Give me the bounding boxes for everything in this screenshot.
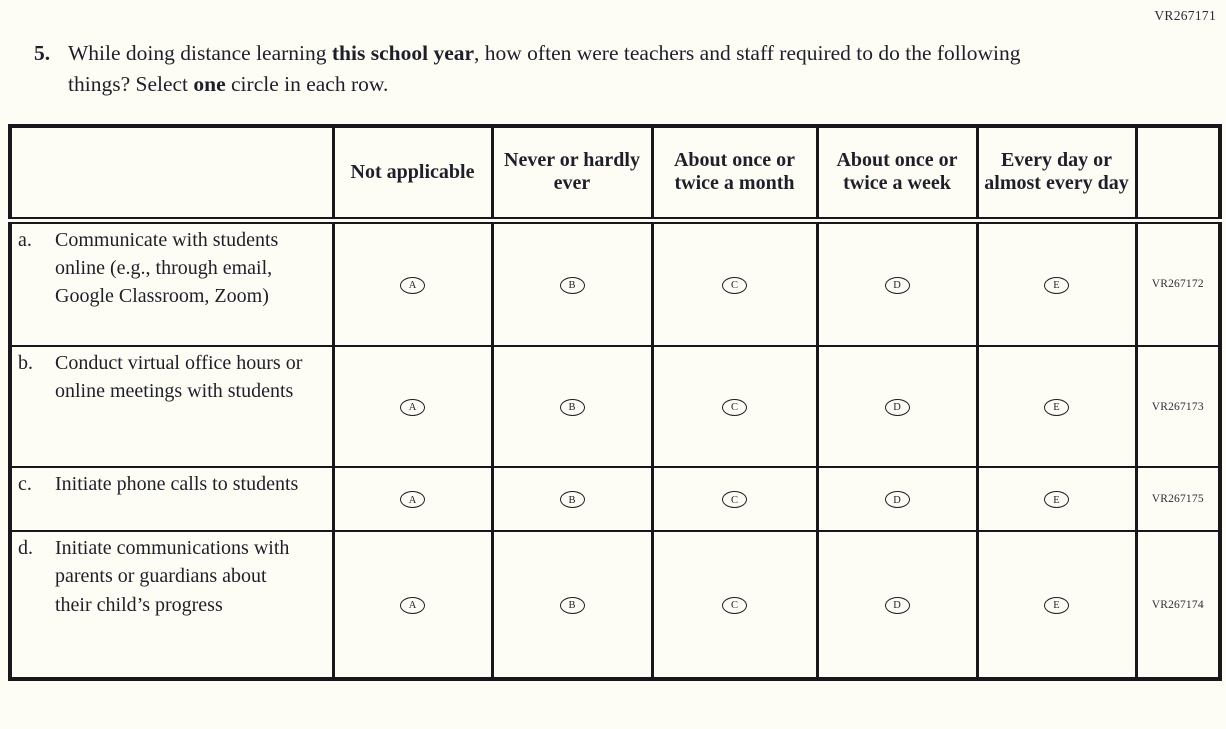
page-form-code: VR267171 (1154, 8, 1216, 23)
header-cell-frequency-3: About once or twice a week (817, 126, 977, 220)
answer-bubble-c-row-d[interactable]: C (722, 597, 747, 614)
row-label-cell (10, 467, 333, 531)
answer-bubble-e-row-c[interactable]: E (1044, 491, 1069, 508)
answer-bubble-b-row-d[interactable]: B (560, 597, 585, 614)
answer-bubble-b-row-a[interactable]: B (560, 277, 585, 294)
answer-bubble-c-row-a[interactable]: C (722, 277, 747, 294)
row-form-code: VR267173 (1136, 346, 1220, 467)
answer-bubble-d-row-b[interactable]: D (885, 399, 910, 416)
bubble-cell (333, 346, 492, 467)
table-row-a (10, 220, 1220, 346)
answer-bubble-a-row-d[interactable]: A (400, 597, 425, 614)
answer-bubble-d-row-c[interactable]: D (885, 491, 910, 508)
question-text-segment: circle in each row. (225, 71, 389, 96)
bubble-cell (652, 346, 817, 467)
bubble-cell (977, 467, 1136, 531)
bubble-cell (652, 467, 817, 531)
table-row-b (10, 346, 1220, 467)
bubble-cell (333, 220, 492, 346)
header-row (10, 126, 1220, 220)
row-form-code: VR267174 (1136, 531, 1220, 679)
question-text (68, 38, 1053, 99)
bubble-cell (492, 220, 652, 346)
row-letter: b. (18, 352, 33, 375)
bubble-cell (333, 531, 492, 679)
question-text-bold-segment: one (193, 71, 226, 96)
answer-bubble-a-row-c[interactable]: A (400, 491, 425, 508)
row-text: Conduct virtual office hours or online meetings with students (55, 352, 303, 403)
header-cell-code-column (1136, 126, 1220, 220)
grid-body (10, 220, 1220, 679)
bubble-cell (652, 531, 817, 679)
grid-header (10, 126, 1220, 220)
row-form-code: VR267172 (1136, 220, 1220, 346)
header-cell-frequency-4: Every day or almost every day (977, 126, 1136, 220)
answer-bubble-c-row-c[interactable]: C (722, 491, 747, 508)
answer-bubble-e-row-a[interactable]: E (1044, 277, 1069, 294)
bubble-cell (977, 531, 1136, 679)
row-text: Initiate phone calls to students (55, 473, 299, 496)
bubble-cell (977, 346, 1136, 467)
header-cell-frequency-1: Never or hardly ever (492, 126, 652, 220)
row-letter: d. (18, 537, 33, 560)
bubble-cell (492, 346, 652, 467)
bubble-cell (492, 531, 652, 679)
table-row-d (10, 531, 1220, 679)
answer-bubble-a-row-a[interactable]: A (400, 277, 425, 294)
answer-bubble-a-row-b[interactable]: A (400, 399, 425, 416)
header-cell-frequency-0: Not applicable (333, 126, 492, 220)
row-label (18, 470, 326, 498)
row-label (18, 534, 326, 619)
answer-bubble-b-row-b[interactable]: B (560, 399, 585, 416)
row-text: Initiate communications with parents or guardians about their child’s progress (55, 537, 290, 616)
row-label-cell (10, 346, 333, 467)
bubble-cell (817, 531, 977, 679)
answer-bubble-c-row-b[interactable]: C (722, 399, 747, 416)
row-text: Communicate with students online (e.g., through email, Google Classroom, Zoom) (55, 228, 279, 308)
row-label-cell (10, 220, 333, 346)
row-label (18, 349, 326, 406)
header-cell-row-labels (10, 126, 333, 220)
row-letter: a. (18, 228, 32, 251)
row-letter: c. (18, 473, 32, 496)
response-grid (8, 124, 1222, 681)
bubble-cell (817, 467, 977, 531)
bubble-cell (652, 220, 817, 346)
bubble-cell (817, 346, 977, 467)
answer-bubble-e-row-d[interactable]: E (1044, 597, 1069, 614)
row-label-cell (10, 531, 333, 679)
answer-bubble-e-row-b[interactable]: E (1044, 399, 1069, 416)
question-text-segment: While doing distance learning (68, 41, 332, 65)
bubble-cell (977, 220, 1136, 346)
header-cell-frequency-2: About once or twice a month (652, 126, 817, 220)
question-text-bold-segment: this school year (331, 41, 475, 65)
row-form-code: VR267175 (1136, 467, 1220, 531)
row-label (18, 226, 326, 311)
answer-bubble-b-row-c[interactable]: B (560, 491, 585, 508)
table-row-c (10, 467, 1220, 531)
question (34, 38, 1226, 99)
question-number: 5. (34, 41, 51, 65)
bubble-cell (492, 467, 652, 531)
bubble-cell (333, 467, 492, 531)
bubble-cell (817, 220, 977, 346)
question-text-segment: , how often were teachers and staff required to do the following things? Select (68, 41, 1021, 96)
answer-bubble-d-row-d[interactable]: D (885, 597, 910, 614)
answer-bubble-d-row-a[interactable]: D (885, 277, 910, 294)
